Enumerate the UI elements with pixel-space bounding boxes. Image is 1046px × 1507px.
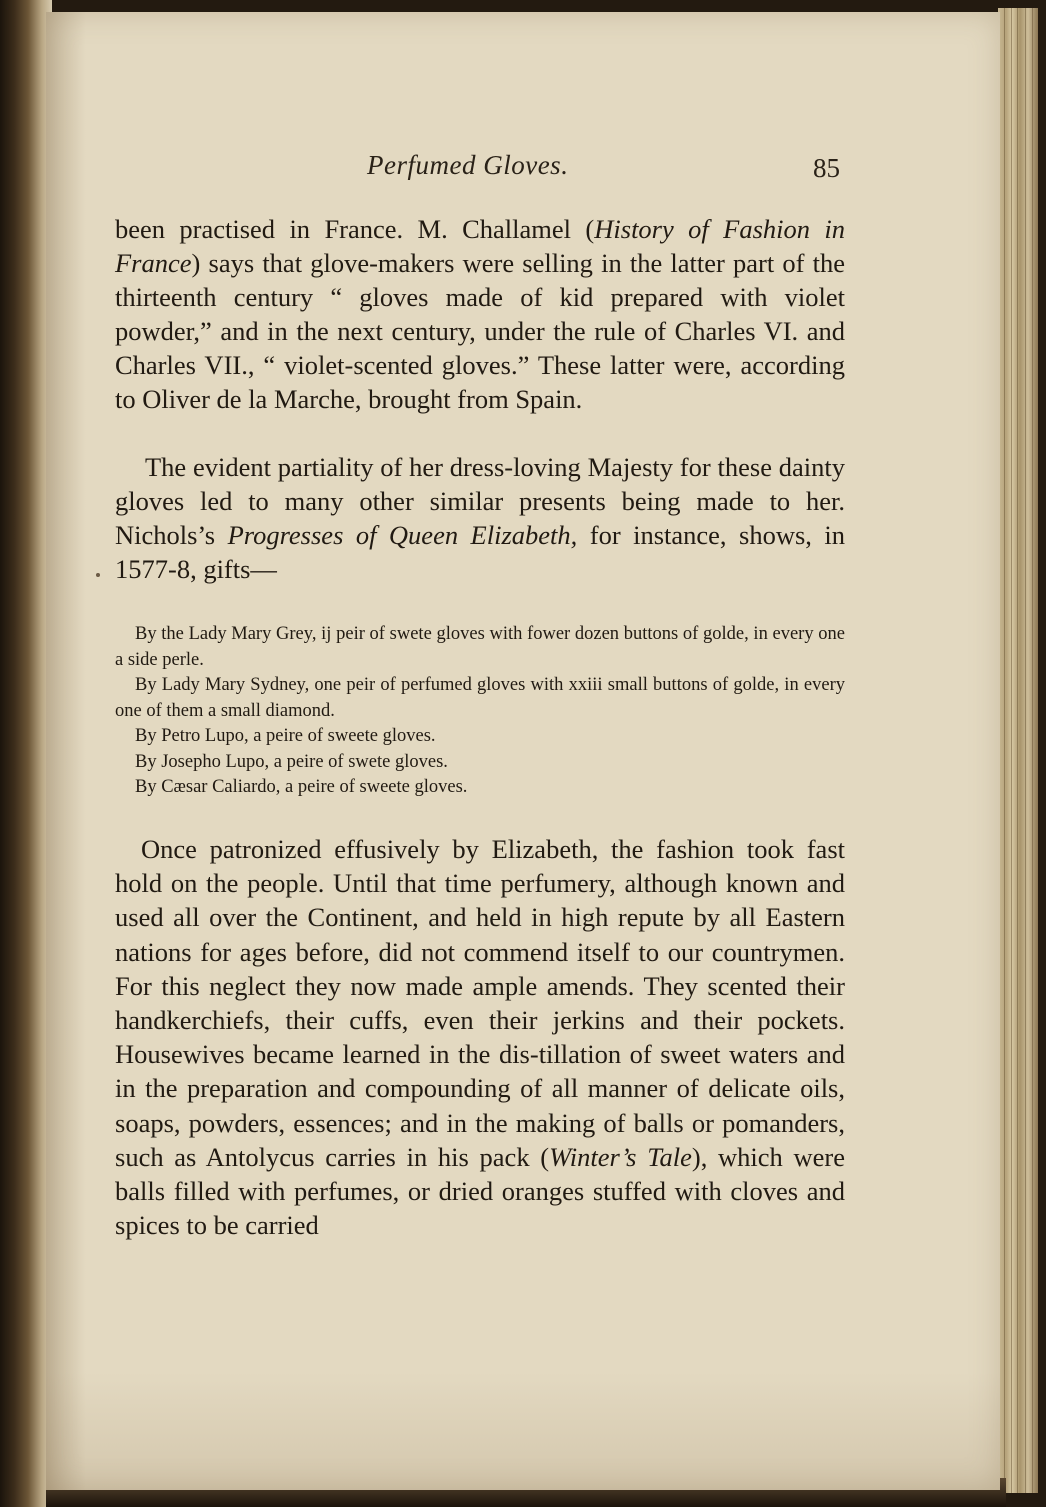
gift-list-item: By Lady Mary Sydney, one peir of perfumed gloves with xxiii small buttons of golde, in every one of them a small diamond.	[115, 675, 845, 721]
book-spine-edge	[0, 0, 52, 1507]
play-title-winters-tale: Winter’s Tale	[549, 1141, 692, 1172]
gift-list-item: By Petro Lupo, a peire of sweete gloves.	[135, 726, 436, 746]
book-title-progresses: Progresses of Queen Elizabeth,	[227, 520, 578, 550]
paragraph-1-text-a: been practised in France. M. Challamel (	[115, 214, 595, 244]
running-head: Perfumed Gloves.	[367, 150, 569, 180]
page-number: 85	[813, 153, 840, 183]
gift-list-item: By Josepho Lupo, a peire of swete gloves.	[135, 751, 448, 772]
paragraph-3-text-a: Once patronized effusively by Elizabeth, the fashion took fast hold on the people. Until that time perfumery, although known and used all over the Continent, and held in high repute by all Eastern nations for ages before, did not commend itself to our countrymen. For this neglect they now made ample amends. They scented their handkerchiefs, their cuffs, even their jerkins and their pockets. Housewives became learned in the dis-tillation of sweet waters and in the preparation and compounding of all manner of delicate oils, soaps, powders, essences; and in the making of balls or pomanders, such as Antolycus carries in his pack (	[115, 834, 845, 1172]
paragraph-2-text-b: for instance, shows, in 1577-8, gifts—	[115, 520, 845, 584]
paragraph-3	[115, 832, 845, 1242]
page-stack-edge	[998, 8, 1038, 1493]
gift-list-item: By Cæsar Caliardo, a peire of sweete gloves.	[135, 777, 468, 797]
paragraph-1-text-b: ) says that glove-makers were selling in the latter part of the thirteenth century “ gloves made of kid prepared with violet powder,” and in the next century, under the rule of Charles VI. and Charles VII., “ violet-scented gloves.” These latter were, according to Oliver de la Marche, brought from Spain.	[115, 248, 845, 414]
paragraph-2	[115, 450, 845, 586]
paragraph-3-text-b: ), which were balls filled with perfumes, or dried oranges stuffed with cloves and spices to be carried	[115, 1141, 845, 1241]
gift-list-quote	[115, 622, 845, 801]
margin-mark	[96, 573, 100, 577]
paragraph-1	[115, 212, 845, 416]
paragraph-2-text-a: The evident partiality of her dress-loving Majesty for these dainty gloves led to many other similar presents being made to her. Nichols’s	[115, 452, 845, 550]
book-title-history-of-fashion: History of Fashion in France	[115, 214, 845, 278]
gift-list-item: By the Lady Mary Grey, ij peir of swete gloves with fower dozen buttons of golde, in every one a side perle.	[115, 624, 845, 670]
